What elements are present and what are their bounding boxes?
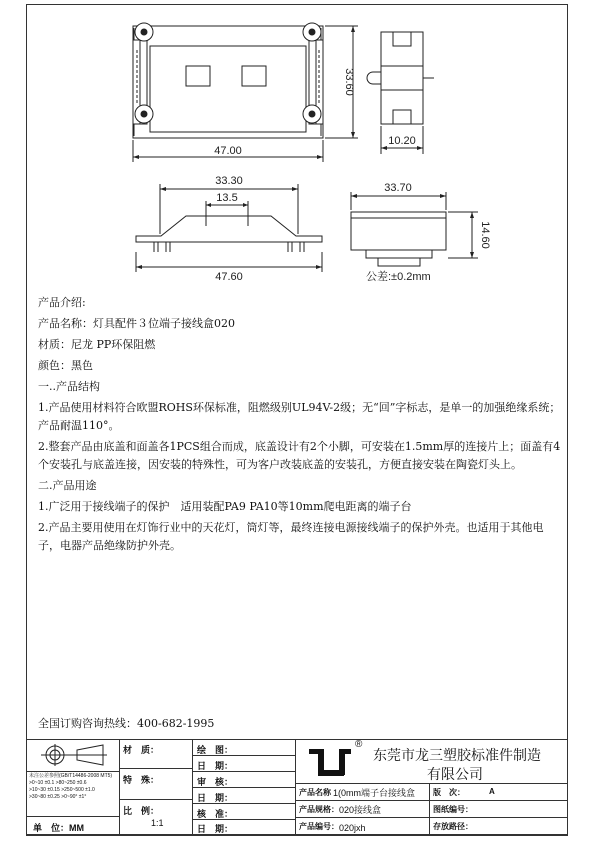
structure-item-1: 1.产品使用材料符合欧盟ROHS环保标准，阻燃级别UL94V-2级；无“回”字标志，是单一的加强绝缘系统；产品耐温110°。 <box>38 401 561 432</box>
date-label: 日 期： <box>197 824 234 834</box>
usage-heading: 二.产品用途 <box>38 479 97 492</box>
registered-mark: ® <box>355 739 363 750</box>
date-label: 日 期： <box>197 761 234 771</box>
unit-label: 单 位：MM <box>33 823 84 833</box>
archive-label: 存放路径： <box>433 822 473 831</box>
version-value: A <box>489 787 495 796</box>
dim-side-width: 10.20 <box>388 135 416 147</box>
hotline: 全国订购咨询热线：400-682-1995 <box>38 717 215 730</box>
material-label: 材 质： <box>123 745 160 755</box>
dim-front-top-width: 33.30 <box>215 175 243 187</box>
technical-drawing <box>26 4 568 294</box>
structure-heading: 一..产品结构 <box>38 380 100 393</box>
intro-heading: 产品介绍: <box>38 296 86 309</box>
structure-item-2: 2.整套产品由底盖和面盖各1PCS组合而成，底盖设计有2个小脚，可安装在1.5mm厚的连接片上；面盖有4个安装孔与底盖连接，因安装的特殊性，可为客户改装底盖的安装孔，方便直接安装在陶瓷灯头上。 <box>38 440 561 471</box>
dim-top-width: 47.00 <box>214 145 242 157</box>
tolerance-standard-title: 未注公差参照(GB/T14486-2008 MT5) <box>29 773 113 779</box>
scale-label: 比 例： <box>123 806 160 816</box>
product-description <box>38 294 563 555</box>
review-label: 审 核： <box>197 777 234 787</box>
color-line: 颜色：黑色 <box>38 359 93 372</box>
top-view <box>133 23 323 138</box>
projection-symbol <box>41 743 111 767</box>
code-label: 产品编号： <box>299 822 339 831</box>
dim-end-height: 14.60 <box>479 221 491 249</box>
company-name-line2: 有限公司 <box>427 766 483 782</box>
version-label: 版 次： <box>433 788 465 797</box>
front-view <box>136 216 322 252</box>
product-name-label: 产品名称 <box>299 788 331 797</box>
approve-label: 核 准： <box>197 809 234 819</box>
drawing-no-label: 图纸编号： <box>433 805 473 814</box>
dim-end-width: 33.70 <box>384 182 412 194</box>
tolerance-row: >0~10 ±0.1 >80~250 ±0.6 <box>29 780 87 786</box>
date-label: 日 期： <box>197 793 234 803</box>
product-name-value: 1(0mm端子台接线盒 <box>333 788 416 798</box>
dim-top-height: 33.60 <box>343 68 355 96</box>
company-name-line1: 东莞市龙三塑胶标准件制造 <box>373 747 541 763</box>
side-view <box>367 32 434 124</box>
dim-front-bottom-width: 47.60 <box>215 271 243 283</box>
tolerance-note: 公差:±0.2mm <box>366 271 431 283</box>
title-block <box>27 739 567 835</box>
spec-label: 产品规格： <box>299 805 339 814</box>
product-name-line: 产品名称：灯具配件３位端子接线盒020 <box>38 317 235 330</box>
scale-value: 1:1 <box>151 818 164 828</box>
special-label: 特 殊： <box>123 775 160 785</box>
code-value: 020jxh <box>339 823 366 833</box>
material-line: 材质：尼龙 PP环保阻燃 <box>38 338 156 351</box>
drawn-label: 绘 图： <box>197 745 234 755</box>
spec-value: 020接线盒 <box>339 805 382 815</box>
dim-front-inner-width: 13.5 <box>216 192 238 204</box>
usage-item-2: 2.产品主要用使用在灯饰行业中的天花灯，筒灯等，最终连接电源接线端子的保护外壳。也适用于其他电子，电器产品绝缘防护外壳。 <box>38 521 544 552</box>
end-view <box>351 212 446 266</box>
tolerance-row: >10~30 ±0.15 >250~500 ±1.0 <box>29 787 95 793</box>
tolerance-row: >30~80 ±0.25 >0~90° ±1° <box>29 794 87 800</box>
usage-item-1: 1.广泛用于接线端子的保护 适用装配PA9 PA10等10mm爬电距离的端子台 <box>38 500 412 513</box>
